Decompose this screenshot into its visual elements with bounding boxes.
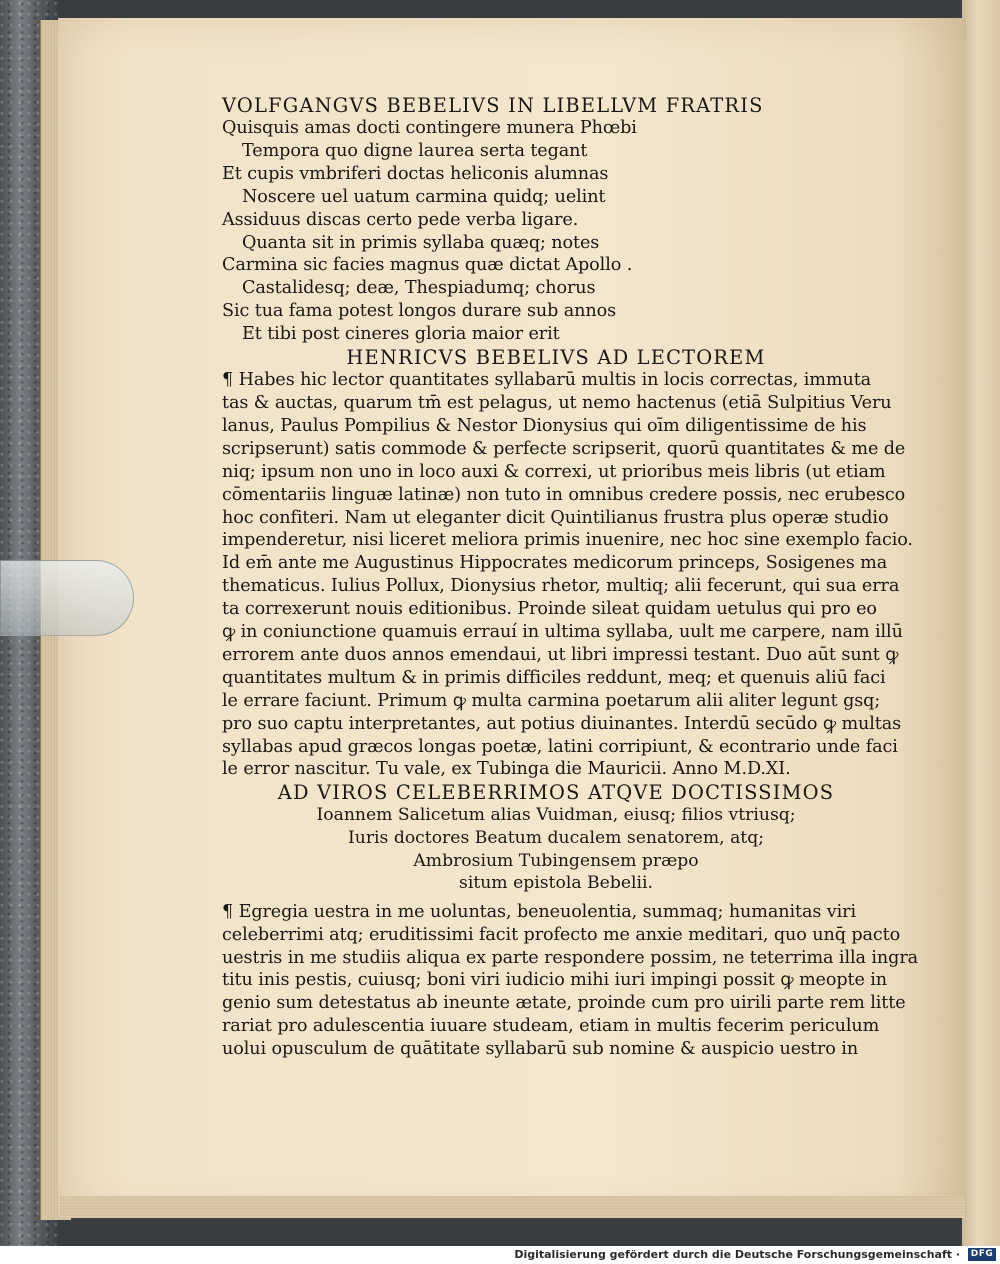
- poem-line: Castalidesq; deæ, Thespiadumq; chorus: [242, 278, 596, 299]
- dfg-logo: DFG: [968, 1248, 996, 1261]
- prose-line: pro suo captu interpretantes, aut potius diuinantes. Interdū secūdo ꝙ multas: [222, 713, 902, 734]
- letter-line: titu inis pestis, cuiusq; boni viri iudicio mihi iuri impingi possit ꝙ meopte in: [222, 970, 888, 991]
- letter-line: uolui opusculum de quātitate syllabarū sub nomine & auspicio uestro in: [222, 1039, 859, 1060]
- prose-line: lanus, Paulus Pompilius & Nestor Dionysius qui oīm diligentissime de his: [222, 415, 867, 436]
- heading-ad-viros: AD VIROS CELEBERRIMOS ATQVE DOCTISSIMOS: [277, 781, 835, 805]
- poem: [222, 117, 890, 346]
- prose-line: thematicus. Iulius Pollux, Dionysius rhetor, multiq; alii fecerunt, qui sua erra: [222, 576, 900, 597]
- poem-line: Assiduus discas certo pede verba ligare.: [222, 209, 579, 230]
- prose-line: quantitates multum & in primis difficiles reddunt, meq; et quenuis aliū faci: [222, 667, 886, 688]
- poem-line: Tempora quo digne laurea serta tegant: [242, 140, 588, 161]
- prose-line: scripserunt) satis commode & perfecte scripserit, quorū quantitates & me de: [222, 438, 906, 459]
- dedication-line: situm epistola Bebelii.: [459, 873, 653, 894]
- poem-line: Noscere uel uatum carmina quidq; uelint: [242, 186, 606, 207]
- prose-line: errorem ante duos annos emendaui, ut libri impressi testant. Duo aūt sunt ꝙ: [222, 644, 899, 665]
- heading-henricus: HENRICVS BEBELIVS AD LECTOREM: [346, 346, 766, 370]
- prose-line: le error nascitur. Tu vale, ex Tubinga die Mauricii. Anno M.D.XI.: [222, 759, 791, 780]
- page-bottom-edges: [60, 1196, 965, 1218]
- dedication: [222, 804, 890, 894]
- prose-line: impenderetur, nisi liceret meliora primis inuenire, nec hoc sine exemplo facio.: [222, 530, 913, 551]
- dedication-line: Ioannem Salicetum alias Vuidman, eiusq; filios vtriusq;: [316, 805, 796, 826]
- prose-line: le errare faciunt. Primum ꝙ multa carmina poetarum alii aliter legunt gsq;: [222, 690, 881, 711]
- prose-to-reader: [222, 369, 913, 781]
- facing-page-edge: [962, 0, 1000, 1246]
- prose-line: Id em̄ ante me Augustinus Hippocrates medicorum princeps, Sosigenes ma: [222, 553, 888, 574]
- prose-line: tas & auctas, quarum tm̄ est pelagus, ut nemo hactenus (etiā Sulpitius Veru: [222, 392, 892, 413]
- letter: [222, 901, 919, 1061]
- prose-line: ta correxerunt nouis editionibus. Proinde sileat quidam uetulus qui pro eo: [222, 599, 877, 620]
- poem-line: Et tibi post cineres gloria maior erit: [242, 324, 560, 345]
- heading-volfgangus: VOLFGANGVS BEBELIVS IN LIBELLVM FRATRIS: [222, 94, 764, 117]
- prose-line: cōmentariis linguæ latinæ) non tuto in omnibus credere possis, nec erubesco: [222, 484, 906, 505]
- letter-line: ¶ Egregia uestra in me uoluntas, beneuolentia, summaq; humanitas viri: [222, 901, 857, 922]
- funding-credit: Digitalisierung gefördert durch die Deutsche Forschungsgemeinschaft ·: [514, 1248, 960, 1261]
- letter-line: uestris in me studiis aliqua ex parte respondere possim, ne teterrima illa ingra: [222, 947, 919, 968]
- prose-line: ꝙ in coniunctione quamuis errauí in ultima syllaba, uult me carpere, nam illū: [222, 622, 903, 643]
- poem-line: Quanta sit in primis syllaba quæq; notes: [242, 232, 600, 253]
- prose-line: ¶ Habes hic lector quantitates syllabarū multis in locis correctas, immuta: [222, 370, 872, 391]
- page-clip-marker: [0, 560, 134, 636]
- letter-line: genio sum detestatus ab ineunte ætate, proinde cum pro uirili parte rem litte: [222, 993, 906, 1014]
- poem-line: Carmina sic facies magnus quæ dictat Apollo .: [222, 255, 633, 276]
- letter-line: rariat pro adulescentia iuuare studeam, etiam in multis fecerim periculum: [222, 1016, 880, 1037]
- letter-line: celeberrimi atq; eruditissimi facit profecto me anxie meditari, quo unq̄ pacto: [222, 924, 901, 945]
- digitization-footer: [0, 1246, 1000, 1264]
- poem-line: Quisquis amas docti contingere munera Phœbi: [222, 118, 637, 138]
- prose-line: syllabas apud græcos longas poetæ, latini corripiunt, & econtrario unde faci: [222, 736, 898, 757]
- prose-line: hoc confiteri. Nam ut eleganter dicit Quintilianus frustra plus operæ studio: [222, 507, 889, 528]
- poem-line: Et cupis vmbriferi doctas heliconis alumnas: [222, 163, 609, 184]
- dedication-line: Iuris doctores Beatum ducalem senatorem, atq;: [347, 827, 765, 848]
- page-text: [222, 94, 919, 1061]
- poem-line: Sic tua fama potest longos durare sub annos: [222, 301, 617, 322]
- prose-line: niq; ipsum non uno in loco auxi & correxi, ut prioribus meis libris (ut etiam: [222, 461, 886, 482]
- dedication-line: Ambrosium Tubingensem præpo: [413, 850, 699, 871]
